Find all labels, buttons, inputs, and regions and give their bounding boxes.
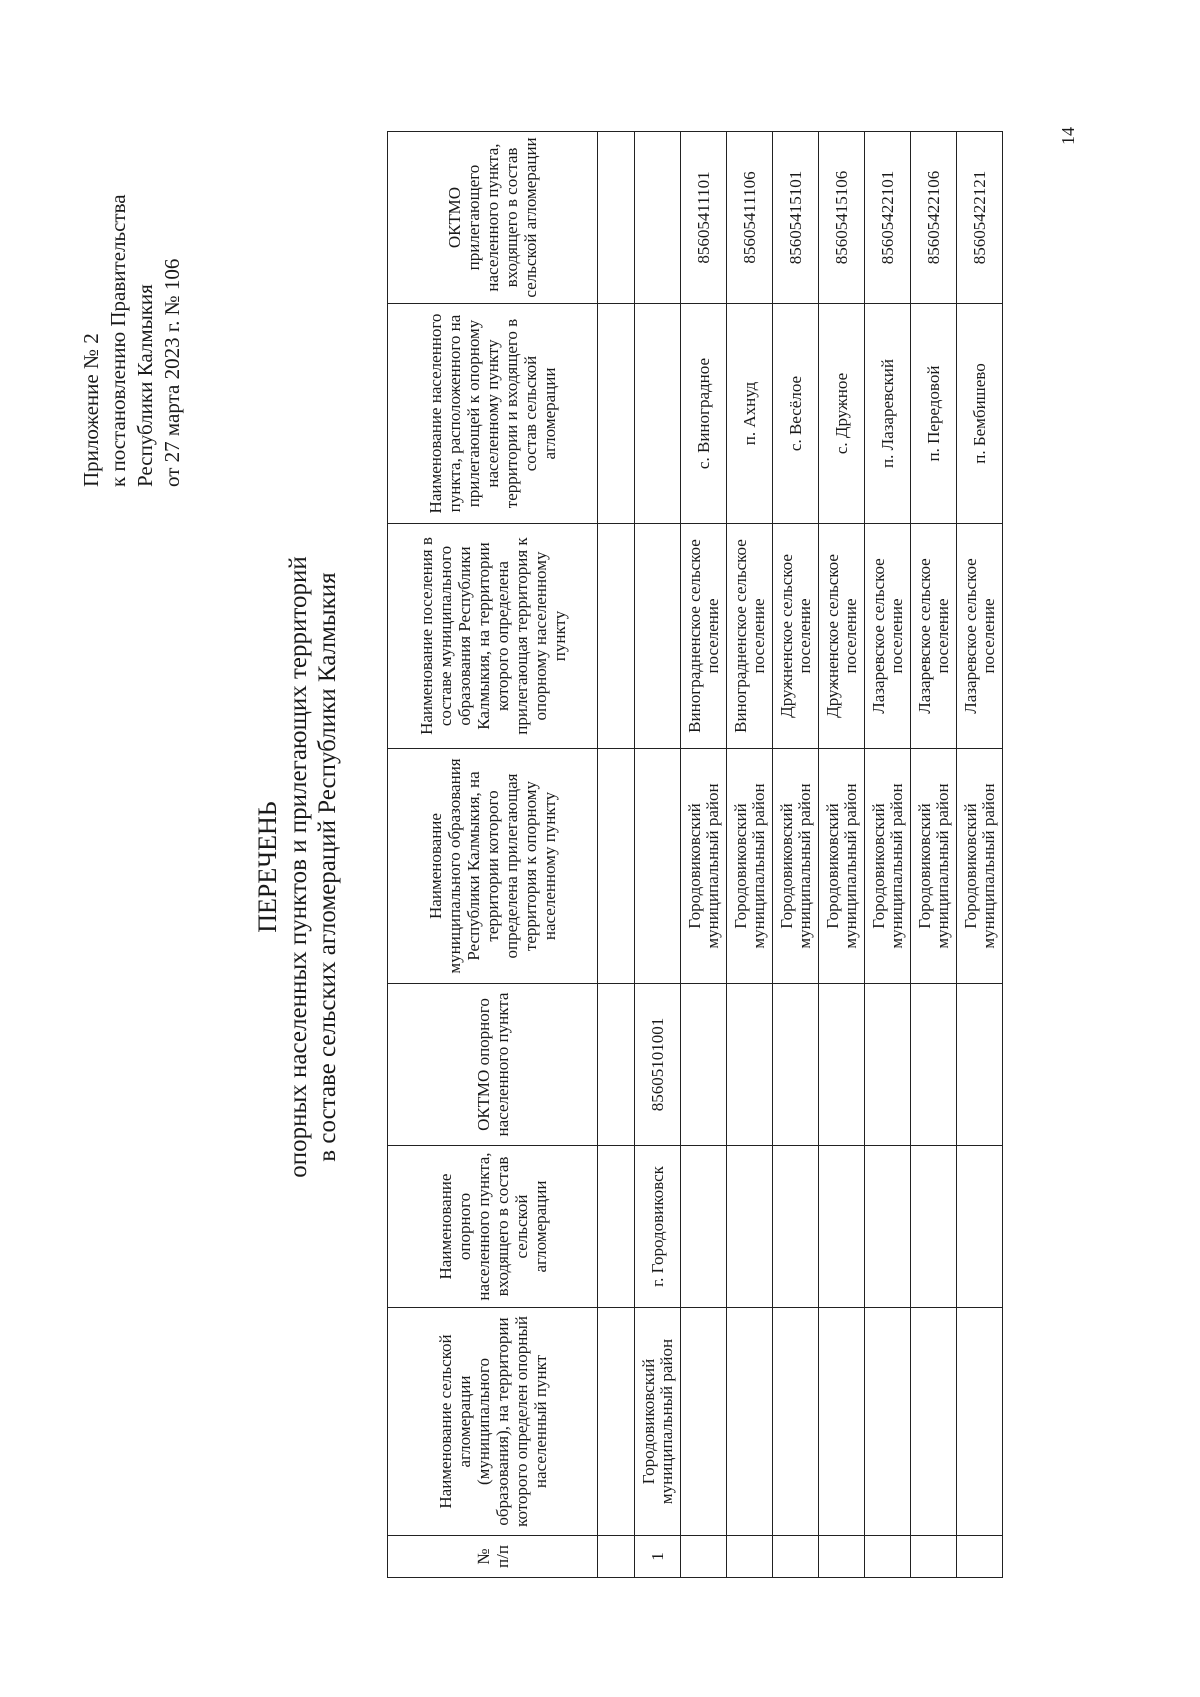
table-row [635,132,681,1578]
municipality-name: Городовиковский муниципальный район [819,749,865,984]
agglomeration-name [773,1308,819,1536]
core-oktmo [727,984,773,1146]
municipality-name: Городовиковский муниципальный район [773,749,819,984]
municipality-name: Городовиковский муниципальный район [681,749,727,984]
adjacent-oktmo [635,132,681,304]
row-number [819,1536,865,1578]
approval-line: Республики Калмыкия [133,284,157,487]
core-settlement [773,1146,819,1308]
row-number: 1 [635,1536,681,1578]
approval-stamp [78,194,186,487]
core-settlement: г. Городовиковск [635,1146,681,1308]
settlement-name: Виноградненское сельское поселение [681,524,727,749]
header-cell: Наименование сельской агломерации (муниципального образования), на территории которого определен опорный населенный пункт [388,1308,598,1536]
table-row [911,132,957,1578]
row-number [681,1536,727,1578]
table-header-row [388,132,598,1578]
municipality-name: Городовиковский муниципальный район [865,749,911,984]
adjacent-oktmo: 85605422106 [911,132,957,304]
core-oktmo [957,984,1003,1146]
approval-line: к постановлению Правительства [106,194,130,487]
core-settlement [819,1146,865,1308]
adjacent-settlement: с. Весёлое [773,304,819,524]
core-oktmo [865,984,911,1146]
municipality-name: Городовиковский муниципальный район [911,749,957,984]
settlement-name: Виноградненское сельское поселение [727,524,773,749]
table-cell [598,984,635,1146]
core-oktmo [911,984,957,1146]
approval-line: Приложение № 2 [79,333,103,487]
adjacent-settlement: п. Ахнуд [727,304,773,524]
table-row [773,132,819,1578]
agglomeration-name [957,1308,1003,1536]
adjacent-oktmo: 85605415101 [773,132,819,304]
approval-line: от 27 марта 2023 г. № 106 [160,258,184,487]
table-cell [598,749,635,984]
adjacent-settlement [635,304,681,524]
adjacent-settlement: с. Дружное [819,304,865,524]
row-number [957,1536,1003,1578]
row-number [865,1536,911,1578]
adjacent-oktmo: 85605411106 [727,132,773,304]
agglomeration-name [681,1308,727,1536]
table-cell [598,1308,635,1536]
core-settlement [911,1146,957,1308]
table-row [865,132,911,1578]
settlement-name: Лазаревское сельское поселение [865,524,911,749]
page-number: 14 [1058,127,1078,145]
adjacent-oktmo: 85605422121 [957,132,1003,304]
header-cell: ОКТМО прилегающего населенного пункта, входящего в состав сельской агломерации [388,132,598,304]
core-settlement [681,1146,727,1308]
adjacent-settlement: п. Передовой [911,304,957,524]
row-number [911,1536,957,1578]
table-cell [598,1146,635,1308]
settlement-name: Дружненское сельское поселение [819,524,865,749]
adjacent-settlement: п. Лазаревский [865,304,911,524]
settlement-name: Дружненское сельское поселение [773,524,819,749]
municipality-name: Городовиковский муниципальный район [727,749,773,984]
settlement-name: Лазаревское сельское поселение [957,524,1003,749]
agglomeration-name [727,1308,773,1536]
table-row [681,132,727,1578]
agglomeration-name [865,1308,911,1536]
title-subline: в составе сельских агломераций Республики Калмыкия [314,572,341,1162]
row-number [773,1536,819,1578]
core-oktmo [773,984,819,1146]
title-subline: опорных населенных пунктов и прилегающих территорий [285,556,312,1178]
document-title [252,187,342,1547]
adjacent-oktmo: 85605415106 [819,132,865,304]
header-cell: Наименование поселения в составе муниципального образования Республики Калмыкия, на территории которого определена прилегающая территория к опорному населенному пункту [388,524,598,749]
agglomeration-name: Городовиковский муниципальный район [635,1308,681,1536]
table-spacer-row [598,132,635,1578]
agglomeration-name [819,1308,865,1536]
table-row [957,132,1003,1578]
adjacent-oktmo: 85605411101 [681,132,727,304]
settlement-name: Лазаревское сельское поселение [911,524,957,749]
core-settlement [957,1146,1003,1308]
header-cell: № п/п [388,1536,598,1578]
row-number [727,1536,773,1578]
header-cell: Наименование опорного населенного пункта, входящего в состав сельской агломерации [388,1146,598,1308]
table-cell [598,132,635,304]
core-settlement [727,1146,773,1308]
table-cell [598,304,635,524]
core-oktmo [681,984,727,1146]
register-table [387,131,1003,1578]
settlement-name [635,524,681,749]
table-row [819,132,865,1578]
table-cell [598,524,635,749]
municipality-name [635,749,681,984]
core-oktmo [819,984,865,1146]
adjacent-settlement: с. Виноградное [681,304,727,524]
agglomeration-name [911,1308,957,1536]
adjacent-oktmo: 85605422101 [865,132,911,304]
core-settlement [865,1146,911,1308]
table-cell [598,1536,635,1578]
header-cell: Наименование муниципального образования Республики Калмыкия, на территории которого определена прилегающая территория к опорному населенному пункту [388,749,598,984]
municipality-name: Городовиковский муниципальный район [957,749,1003,984]
header-cell: ОКТМО опорного населенного пункта [388,984,598,1146]
core-oktmo: 85605101001 [635,984,681,1146]
title-heading: ПЕРЕЧЕНЬ [253,801,282,933]
adjacent-settlement: п. Бембишево [957,304,1003,524]
table-row [727,132,773,1578]
header-cell: Наименование населенного пункта, расположенного на прилегающей к опорному населенному пункту территории и входящего в состав сельской агломерации [388,304,598,524]
